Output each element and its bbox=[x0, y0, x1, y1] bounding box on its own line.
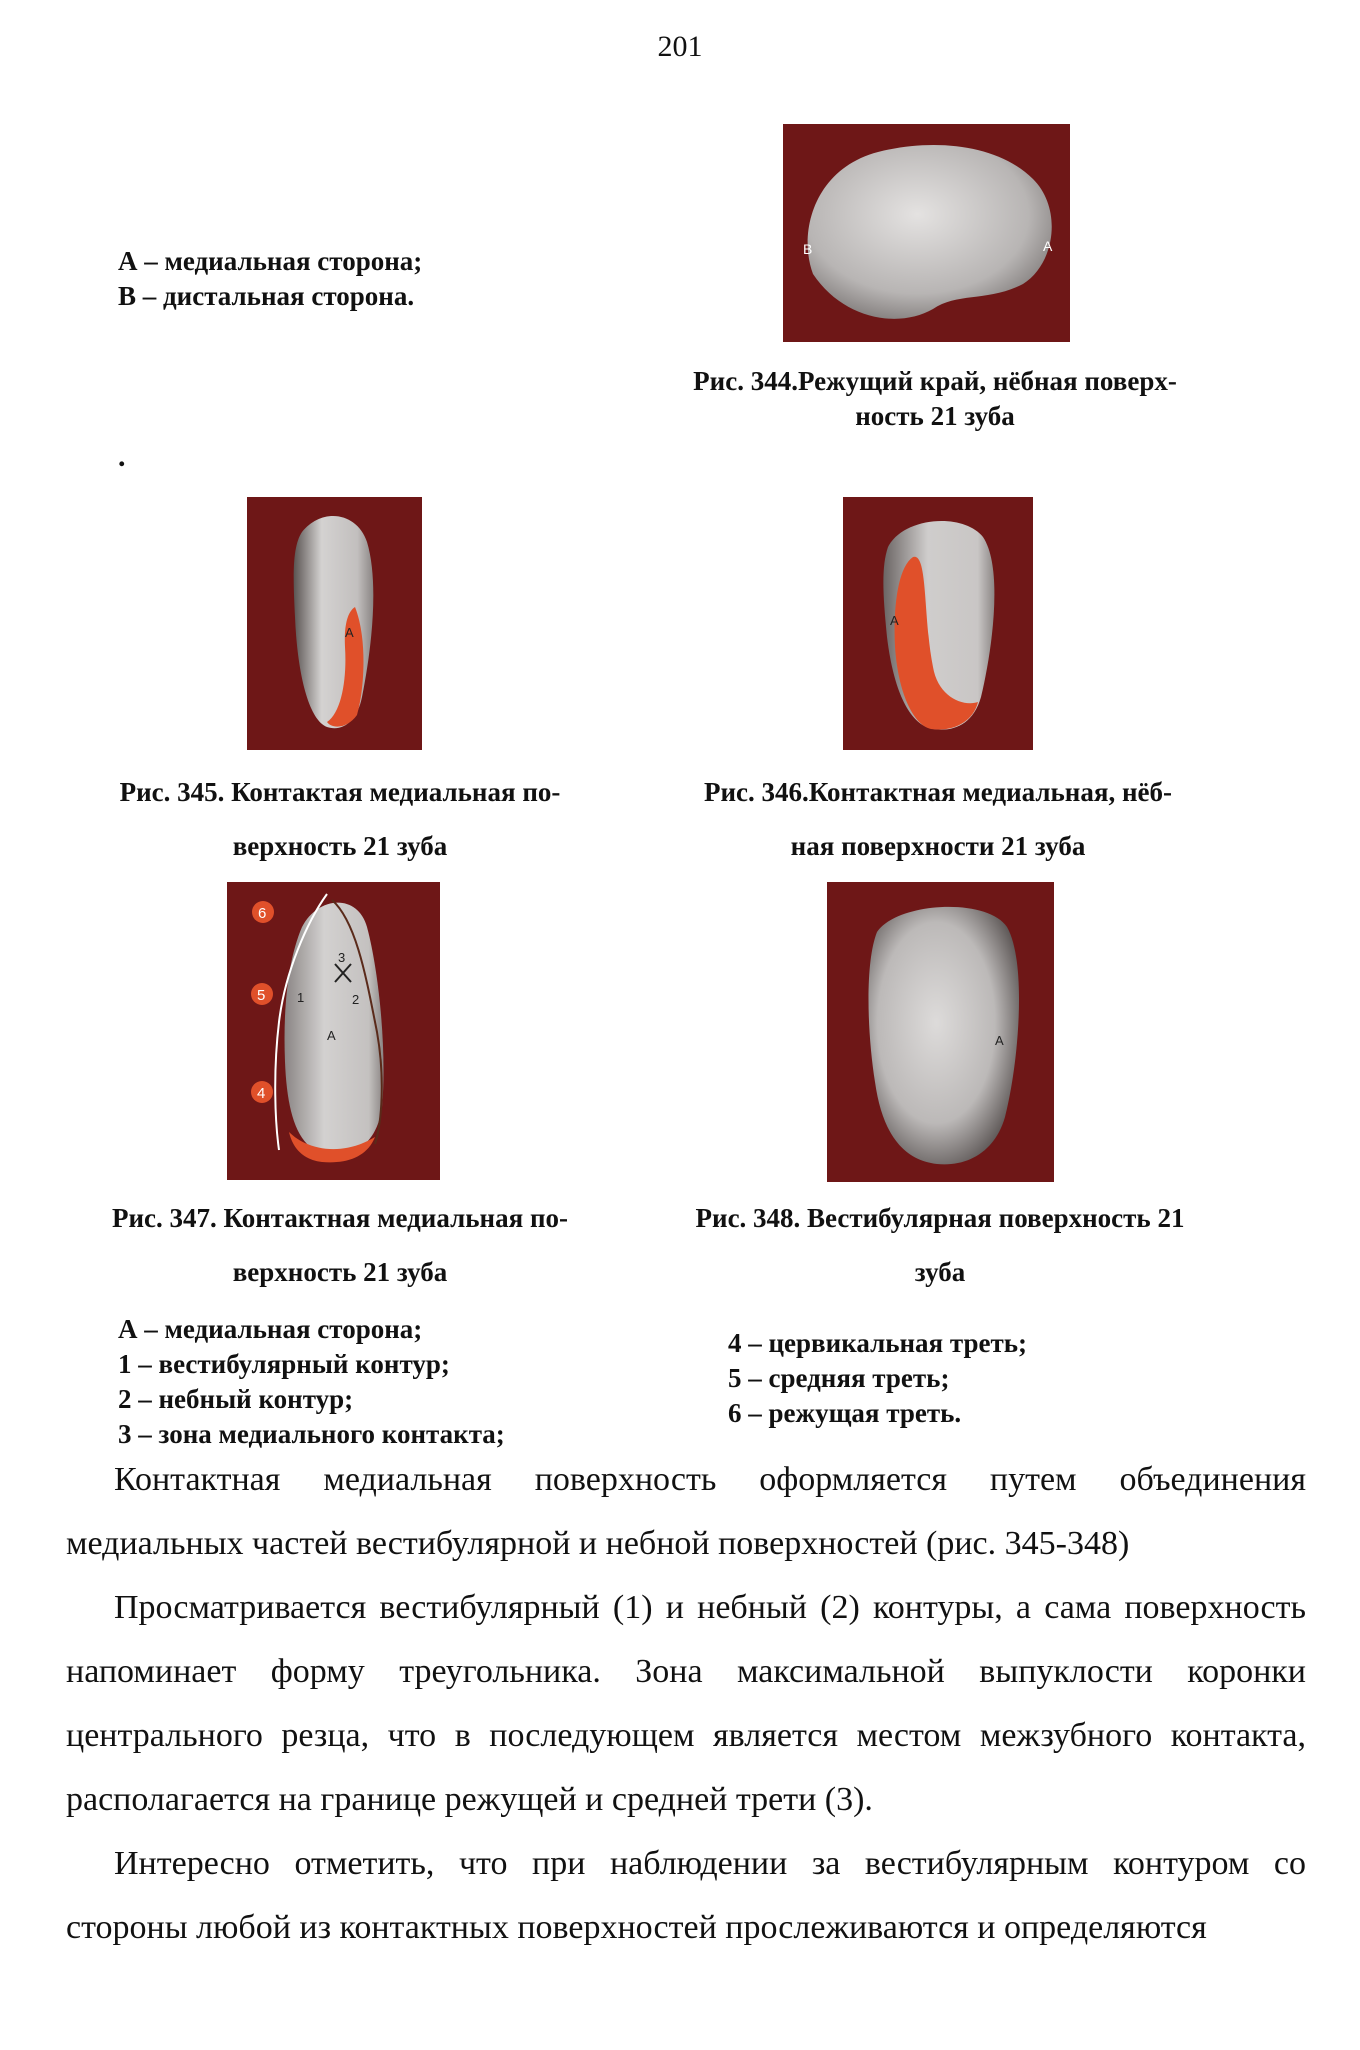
page-number: 201 bbox=[657, 30, 703, 63]
legend-item: 2 – небный контур; bbox=[118, 1384, 354, 1414]
legend-item: 3 – зона медиального контакта; bbox=[118, 1419, 505, 1449]
top-legend bbox=[118, 244, 538, 314]
legend-item: А – медиальная сторона; bbox=[118, 1314, 423, 1344]
label-1: 1 bbox=[297, 990, 305, 1005]
label-a: А bbox=[327, 1028, 336, 1043]
caption-line: ность 21 зуба bbox=[855, 401, 1015, 431]
bottom-legend-left bbox=[118, 1312, 638, 1452]
legend-item: 1 – вестибулярный контур; bbox=[118, 1349, 450, 1379]
figure-346-image bbox=[843, 497, 1033, 750]
caption-line: Рис. 344.Режущий край, нёбная поверх- bbox=[693, 366, 1177, 396]
caption-line: верхность 21 зуба bbox=[232, 831, 448, 861]
fig344-label-a: А bbox=[1043, 238, 1053, 254]
body-text bbox=[66, 1448, 1306, 1960]
label-5: 5 bbox=[257, 987, 266, 1004]
label-4: 4 bbox=[257, 1085, 266, 1102]
legend-item: 6 – режущая треть. bbox=[728, 1398, 962, 1428]
fig346-label-a: А bbox=[890, 613, 899, 628]
label-6: 6 bbox=[258, 905, 267, 922]
caption-line: ная поверхности 21 зуба bbox=[790, 831, 1086, 861]
fig348-label-a: А bbox=[995, 1033, 1004, 1048]
paragraph: Интересно отметить, что при наблюдении за вестибулярным контуром со стороны любой из контактных поверхностей прослеживаются и определяются bbox=[66, 1845, 1306, 1946]
label-2: 2 bbox=[352, 992, 360, 1007]
caption-line: Рис. 348. Вестибулярная поверхность 21 bbox=[695, 1203, 1185, 1233]
figure-345-caption bbox=[60, 765, 620, 873]
legend-medial-side: А – медиальная сторона; bbox=[118, 246, 423, 276]
figure-348-image bbox=[827, 882, 1054, 1182]
fig344-label-b: В bbox=[803, 241, 813, 257]
tooth-incisal-shape bbox=[808, 145, 1052, 319]
figure-345-image bbox=[247, 497, 422, 750]
tooth-medial-shape bbox=[294, 516, 374, 728]
label-3: 3 bbox=[338, 950, 346, 965]
caption-line: верхность 21 зуба bbox=[232, 1257, 448, 1287]
figure-347-caption bbox=[60, 1191, 620, 1299]
figure-347-image bbox=[227, 882, 440, 1180]
figure-344-image bbox=[783, 124, 1070, 342]
caption-line: Рис. 347. Контактная медиальная по- bbox=[111, 1203, 568, 1233]
caption-line: Рис. 346.Контактная медиальная, нёб- bbox=[704, 777, 1172, 807]
legend-item: 4 – цервикальная треть; bbox=[728, 1328, 1028, 1358]
legend-distal-side: В – дистальная сторона. bbox=[118, 281, 415, 311]
figure-346-caption bbox=[638, 765, 1238, 873]
paragraph: Контактная медиальная поверхность оформляется путем объединения медиальных частей вестибулярной и небной поверхностей (рис. 345-348) bbox=[66, 1461, 1306, 1562]
figure-344-caption bbox=[640, 364, 1230, 434]
stray-mark: . bbox=[118, 440, 126, 473]
bottom-legend-right bbox=[728, 1326, 1228, 1431]
figure-348-caption bbox=[650, 1191, 1230, 1299]
caption-line: Рис. 345. Контактая медиальная по- bbox=[119, 777, 561, 807]
fig345-label-a: А bbox=[345, 625, 354, 640]
legend-item: 5 – средняя треть; bbox=[728, 1363, 950, 1393]
caption-line: зуба bbox=[914, 1257, 966, 1287]
paragraph: Просматривается вестибулярный (1) и небный (2) контуры, а сама поверхность напоминает форму треугольника. Зона максимальной выпуклости коронки центрального резца, что в последующем является местом межзубного контакта, располагается на границе режущей и средней трети (3). bbox=[66, 1589, 1306, 1818]
